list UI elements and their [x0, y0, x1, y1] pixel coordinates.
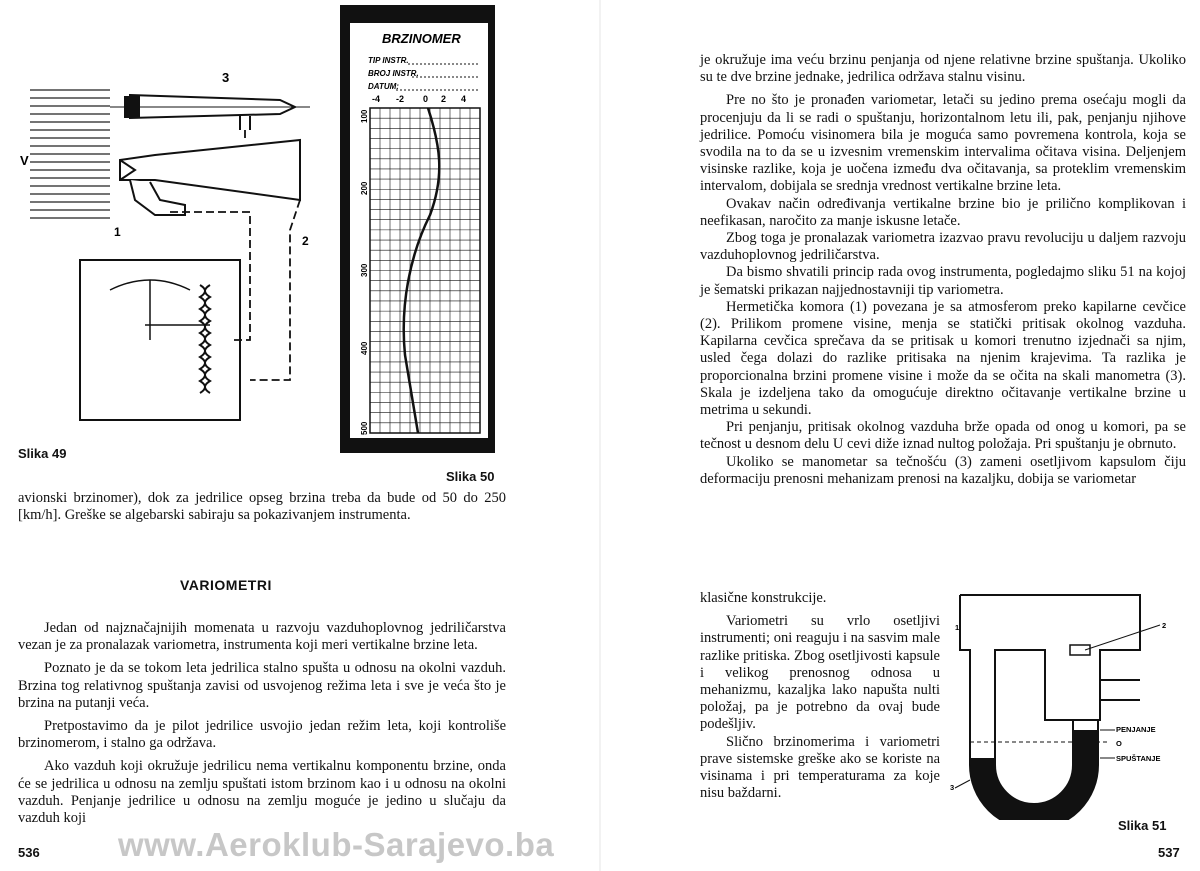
watermark: www.Aeroklub-Sarajevo.ba	[118, 826, 555, 863]
figure-49-airspeed-indicator-diagram	[10, 50, 325, 460]
figure-50-caption: Slika 50	[446, 469, 495, 484]
card-title: BRZINOMER	[382, 31, 461, 46]
paragraph: Poznato je da se tokom leta jedrilica stalno spušta u odnosu na okolni vazduh. Brzina tog relativnog spuštanja zavisi od usvojenog režima leta i sve je veća što je brzina na putanji veća.	[18, 660, 506, 711]
paragraph: avionski brzinomer), dok za jedrilice opseg brzina treba da bude od 50 do 250 [km/h]. Greške se algebarski sabiraju sa pokazivanjem instrumenta.	[18, 490, 506, 524]
page-number: 537	[1158, 845, 1180, 860]
scale-label-top: 0	[423, 94, 429, 104]
left-body-section	[18, 620, 506, 827]
paragraph: Pri penjanju, pritisak okolnog vazduha brže opada od onog u komori, pa se tečnost u desnom delu U cevi diže iznad nultog položaja. Pri spuštanju je obrnuto.	[700, 419, 1186, 453]
callout-1: 1	[955, 623, 960, 632]
page-number: 536	[18, 845, 40, 860]
callout-2: 2	[302, 234, 309, 248]
right-body-main	[700, 52, 1186, 488]
card-field-date: DATUM:	[368, 82, 399, 91]
right-body-column	[700, 590, 940, 802]
paragraph: Pretpostavimo da je pilot jedrilice usvojio jedan režim leta, koji kontroliše brzinomerom, i stalno ga održava.	[18, 718, 506, 752]
scale-label-side: 300	[360, 263, 369, 277]
paragraph: Ukoliko se manometar sa tečnošću (3) zameni osetljivom kapsulom čiju deformaciju prenosni mehanizam prenosi na kazaljku, dobija se variometar	[700, 453, 1186, 487]
scale-label-side: 100	[360, 109, 369, 123]
paragraph: klasične konstrukcije.	[700, 590, 827, 606]
scale-label-top: -4	[372, 94, 381, 104]
card-field-number: BROJ INSTR.	[368, 69, 419, 78]
paragraph: Hermetička komora (1) povezana je sa atmosferom preko kapilarne cevčice (2). Prilikom promene visine, menja se statički pritisak okolnog vazduha. Kapilarna cevčica sprečava da se pritisak u komori trenutno izjednači sa njim, usled čega dolazi do razlike pritisaka na njenim krajevima. Ta razlika je proporcionalna brzini promene visine i može da se očita na skali manometra (3). Skala je izdeljena tako da omogućuje direktno očitavanje vertikalne brzine u metrima u sekundi.	[700, 298, 1186, 419]
paragraph: Ako vazduh koji okružuje jedrilicu nema vertikalnu komponentu brzine, onda će se jedrilica u odnosu na zemlju spuštati istom brzinom kao i u odnosu na okolni vazduh. Penjanje jedrilice u odnosu na zemlju moguće je jedino u slučaju da vazduh koji	[18, 758, 506, 827]
scale-label-side: 200	[360, 181, 369, 195]
scale-label-side: 500	[360, 421, 369, 435]
callout-1: 1	[114, 225, 121, 239]
paragraph: Pre no što je pronađen variometar, letači su jedino prema osećaju mogli da procenjuju da li se radi o spuštanju, horizontalnom letu ili, pak, penjanju njihove jedrilice. Pomoću visinomera bila je moguća samo povremena kontrola, koja se svodila na to da se u izvesnim vremenskim intervalima očitava visina. Deljenjem visinske razlike, koja je uočena između dva očitavanja, sa proteklim vremenskim intervalom, dobijala se srednja vrednost vertikalne brzine leta.	[700, 92, 1186, 195]
zero-label: O	[1116, 739, 1122, 748]
callout-3: 3	[222, 70, 230, 85]
card-field-type: TIP INSTR.	[368, 56, 409, 65]
section-heading: VARIOMETRI	[180, 577, 272, 593]
paragraph: Slično brzinomerima i variometri prave sistemske greške ako se koriste na visinama i pri temperaturama za koje nisu baždarni.	[700, 733, 940, 802]
paragraph: je okružuje ima veću brzinu penjanja od njene relativne brzine spuštanja. Ukoliko su te dve brzine jednake, jedrilica održava stalnu visinu.	[700, 52, 1186, 86]
figure-51-caption: Slika 51	[1118, 818, 1167, 833]
figure-51-variometer-diagram	[950, 590, 1180, 820]
paragraph: Jedan od najznačajnijih momenata u razvoju vazduhoplovnog jedriličarstva vezan je za pronalazak variometra, instrumenta koji meri vertikalne brzine leta.	[18, 620, 506, 654]
spustanje-label: SPUŠTANJE	[1116, 754, 1161, 763]
paragraph: Zbog toga je pronalazak variometra izazvao pravu revoluciju u daljem razvoju vazduhoplovnog jedriličarstva.	[700, 230, 1186, 264]
scale-label-top: -2	[396, 94, 405, 104]
penjanje-label: PENJANJE	[1116, 725, 1156, 734]
paragraph: Ovakav način određivanja vertikalne brzine bio je prilično komplikovan i neefikasan, naročito za manje iskusne letače.	[700, 195, 1186, 229]
figure-50-calibration-card	[340, 5, 495, 453]
left-body-continuation	[18, 490, 506, 524]
scale-label-top: 4	[461, 94, 467, 104]
scale-label-side: 400	[360, 341, 369, 355]
paragraph: Variometri su vrlo osetljivi instrumenti; oni reaguju i na sasvim male razlike pritiska. Zbog osetljivosti kapsule i velikog prenosnog odnosa u mehanizmu, kazaljka lako napušta nulti položaj, pa je potrebno da ovaj bude podešljiv.	[700, 613, 941, 733]
paragraph: Da bismo shvatili princip rada ovog instrumenta, pogledajmo sliku 51 na kojoj je šematski prikazan najjednostavniji tip variometra.	[700, 264, 1186, 298]
scale-label-top: 2	[441, 94, 447, 104]
figure-49-caption: Slika 49	[18, 446, 67, 461]
callout-2: 2	[1162, 621, 1167, 630]
callout-3: 3	[950, 783, 955, 792]
velocity-label: V	[20, 153, 29, 168]
